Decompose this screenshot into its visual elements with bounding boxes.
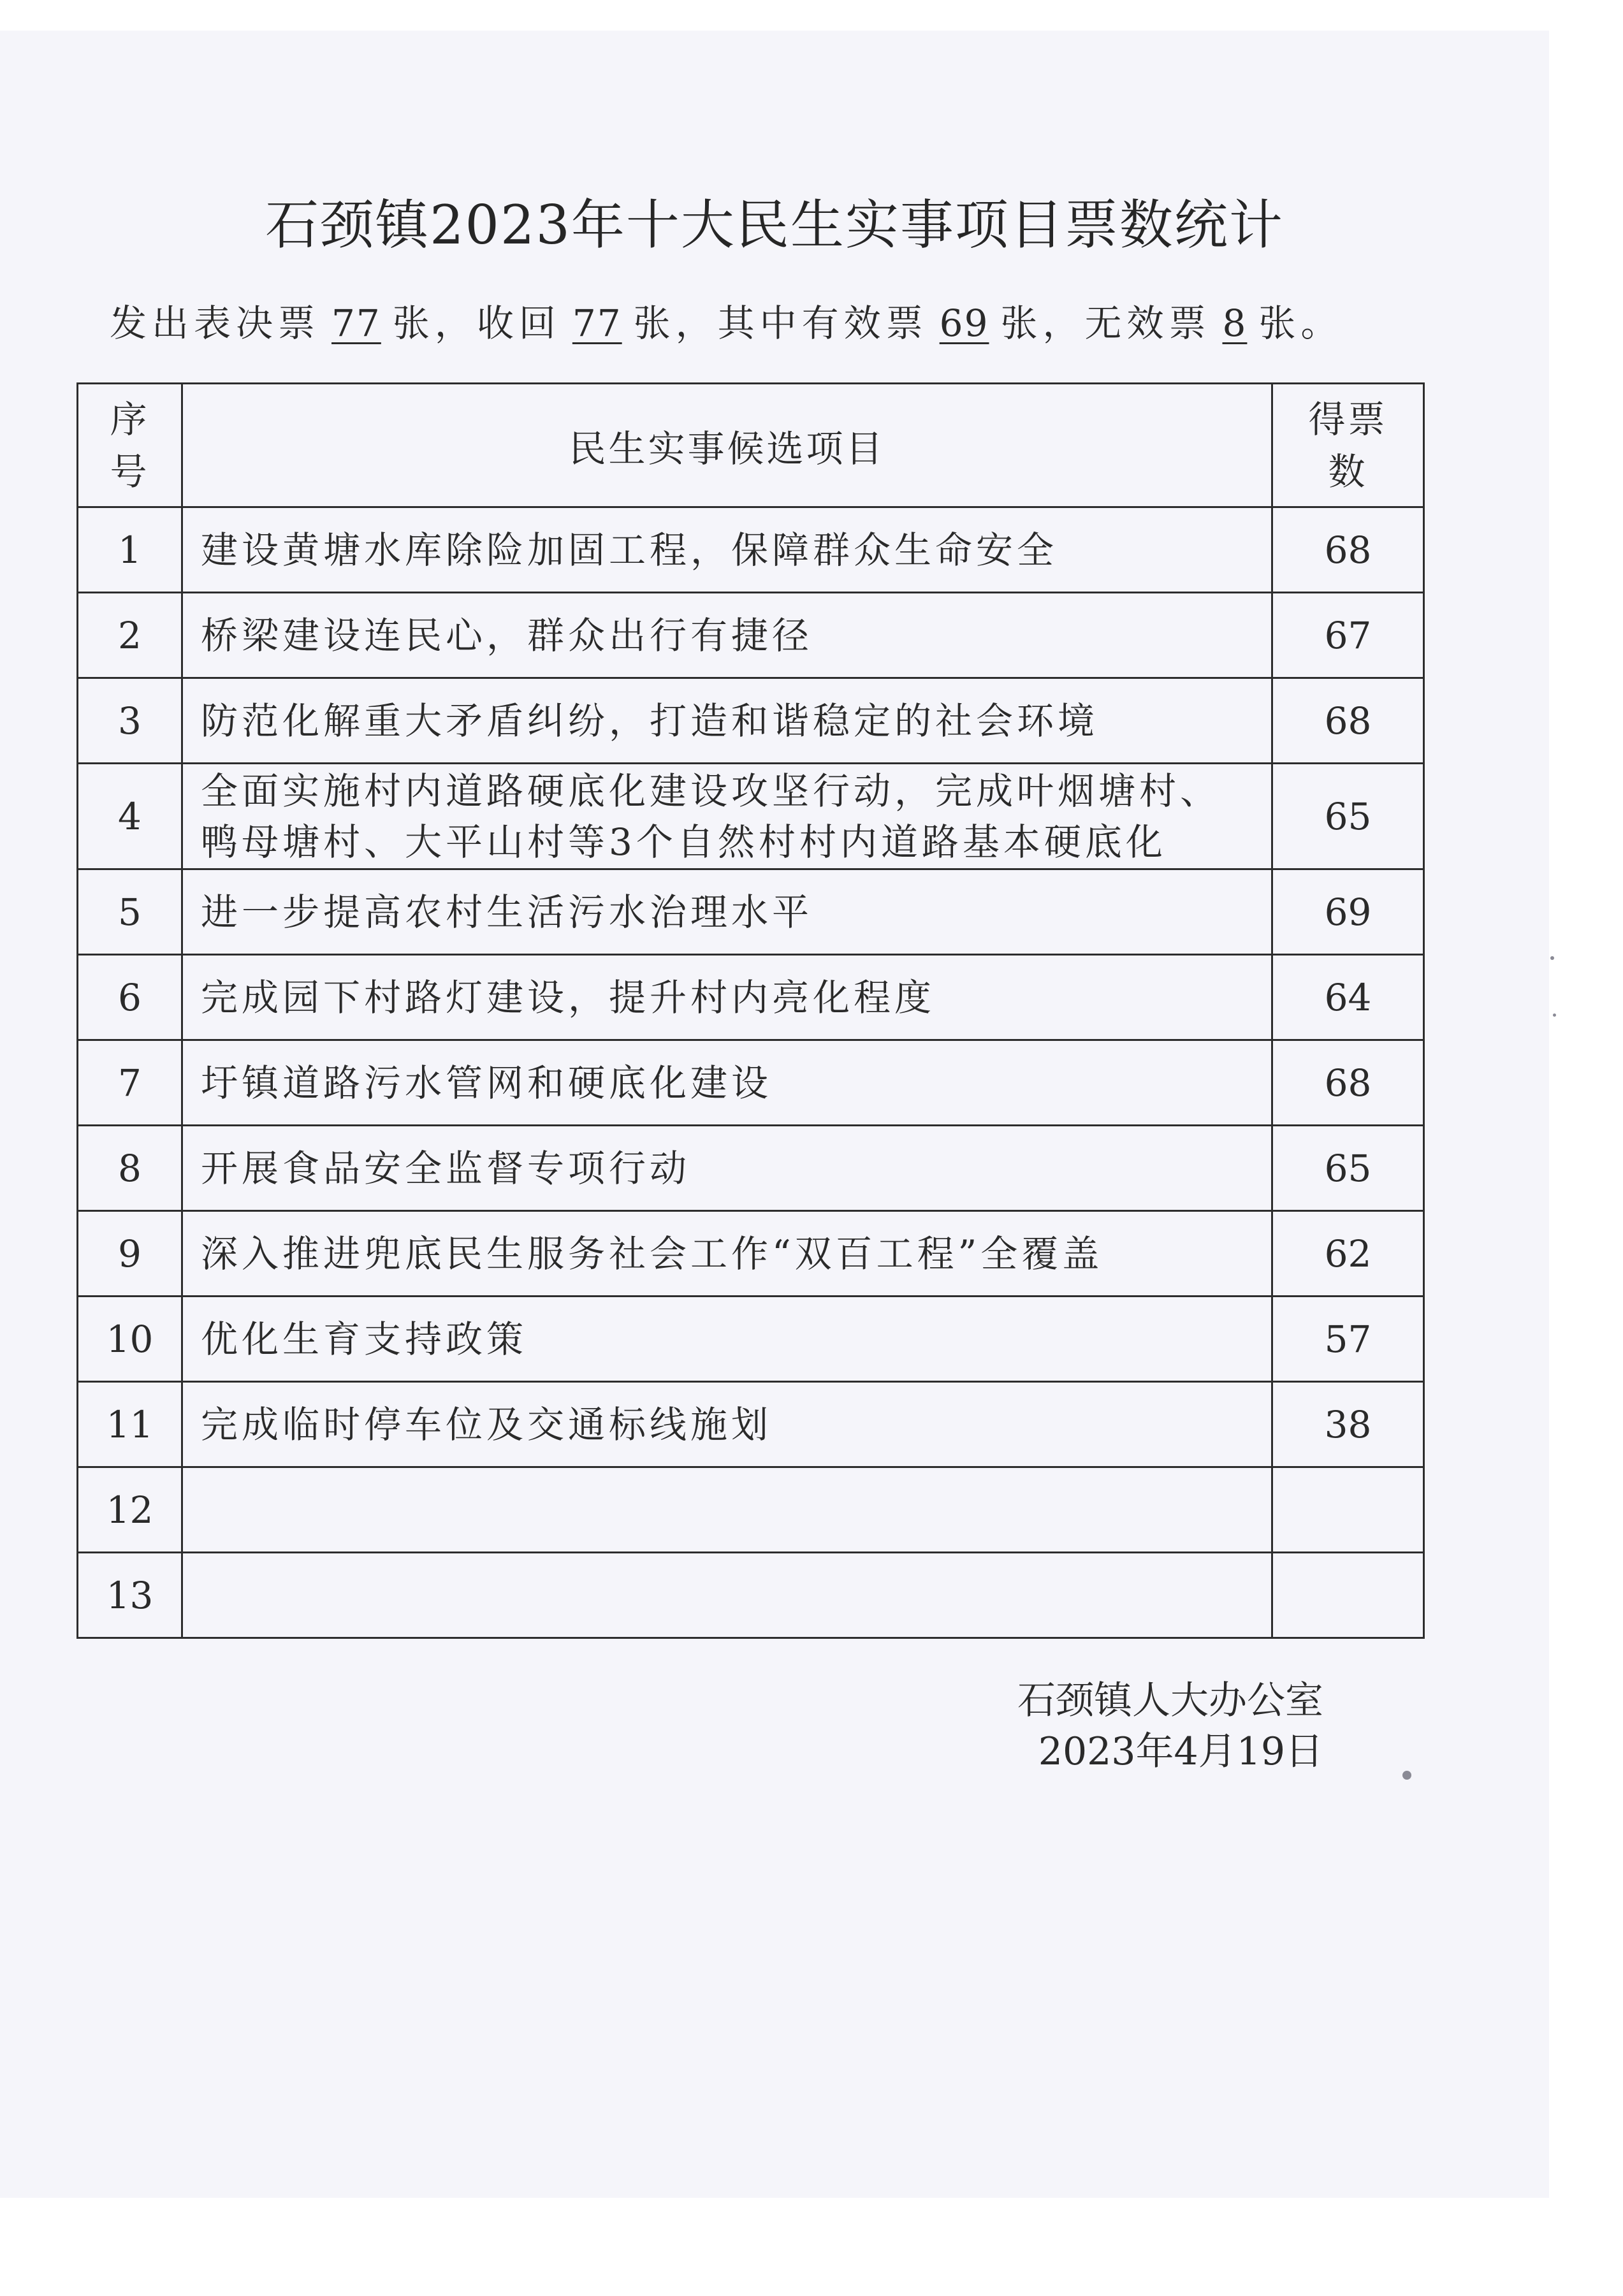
- row-no: 7: [78, 1040, 182, 1126]
- row-no: 4: [78, 764, 182, 869]
- row-item: [182, 1467, 1272, 1553]
- row-votes: 65: [1272, 764, 1424, 869]
- row-votes: [1272, 1467, 1424, 1553]
- table-row: [78, 1467, 1424, 1553]
- header-no: [78, 384, 182, 507]
- returned-label: 张，收回: [392, 302, 561, 345]
- row-no: 13: [78, 1553, 182, 1638]
- ballot-summary: [110, 293, 1343, 347]
- table-row: [78, 1211, 1424, 1297]
- invalid-label: 张，无效票: [1000, 302, 1211, 345]
- table-row: [78, 764, 1424, 869]
- document-sheet: [0, 31, 1549, 2198]
- valid-count: 69: [939, 302, 989, 345]
- valid-label: 张，其中有效票: [633, 302, 928, 345]
- row-item: [182, 764, 1272, 869]
- row-no: 12: [78, 1467, 182, 1553]
- table-row: [78, 507, 1424, 593]
- row-votes: 68: [1272, 1040, 1424, 1126]
- table-row: [78, 593, 1424, 678]
- row-no: 6: [78, 955, 182, 1040]
- signature-date: 2023年4月19日: [1038, 1729, 1323, 1774]
- row-no: 5: [78, 869, 182, 955]
- table-row: [78, 1382, 1424, 1467]
- header-no-line2: 号: [110, 449, 150, 493]
- row-votes: 67: [1272, 593, 1424, 678]
- row-item: 进一步提高农村生活污水治理水平: [182, 869, 1272, 955]
- table-row: [78, 1126, 1424, 1211]
- row-item: 完成园下村路灯建设，提升村内亮化程度: [182, 955, 1272, 1040]
- row-item: 优化生育支持政策: [182, 1297, 1272, 1382]
- table-row: [78, 1553, 1424, 1638]
- document-title: 石颈镇2023年十大民生实事项目票数统计: [265, 194, 1284, 256]
- table-row: [78, 955, 1424, 1040]
- summary-end: 张。: [1258, 302, 1343, 345]
- table-row: [78, 1040, 1424, 1126]
- row-votes: 65: [1272, 1126, 1424, 1211]
- votes-table: [76, 382, 1425, 1639]
- header-no-line1: 序: [110, 397, 150, 441]
- header-votes-line1: 得票: [1308, 397, 1388, 441]
- invalid-count: 8: [1222, 302, 1248, 345]
- issued-count: 77: [331, 302, 381, 345]
- scan-speck: [1402, 1771, 1411, 1780]
- row-item: 深入推进兜底民生服务社会工作“双百工程”全覆盖: [182, 1211, 1272, 1297]
- row-item-line2: 鸭母塘村、大平山村等3个自然村村内道路基本硬底化: [201, 820, 1167, 864]
- row-votes: 69: [1272, 869, 1424, 955]
- row-no: 8: [78, 1126, 182, 1211]
- row-votes: 68: [1272, 678, 1424, 764]
- issued-label: 发出表决票: [110, 302, 321, 345]
- row-votes: [1272, 1553, 1424, 1638]
- row-no: 9: [78, 1211, 182, 1297]
- row-item: 建设黄塘水库除险加固工程，保障群众生命安全: [182, 507, 1272, 593]
- row-no: 10: [78, 1297, 182, 1382]
- signature-office: 石颈镇人大办公室: [1017, 1678, 1323, 1723]
- row-item: 圩镇道路污水管网和硬底化建设: [182, 1040, 1272, 1126]
- row-votes: 38: [1272, 1382, 1424, 1467]
- row-votes: 57: [1272, 1297, 1424, 1382]
- row-votes: 68: [1272, 507, 1424, 593]
- row-no: 3: [78, 678, 182, 764]
- row-item: 完成临时停车位及交通标线施划: [182, 1382, 1272, 1467]
- returned-count: 77: [572, 302, 622, 345]
- scan-speck: [1550, 956, 1554, 960]
- table-row: [78, 1297, 1424, 1382]
- row-item: [182, 1553, 1272, 1638]
- row-no: 11: [78, 1382, 182, 1467]
- row-item: 桥梁建设连民心，群众出行有捷径: [182, 593, 1272, 678]
- row-item: 开展食品安全监督专项行动: [182, 1126, 1272, 1211]
- row-votes: 62: [1272, 1211, 1424, 1297]
- table-row: [78, 678, 1424, 764]
- signature-block: [1017, 1675, 1323, 1777]
- row-item: 防范化解重大矛盾纠纷，打造和谐稳定的社会环境: [182, 678, 1272, 764]
- row-votes: 64: [1272, 955, 1424, 1040]
- row-no: 2: [78, 593, 182, 678]
- table-row: [78, 869, 1424, 955]
- row-no: 1: [78, 507, 182, 593]
- table-header-row: [78, 384, 1424, 507]
- header-votes-line2: 数: [1328, 449, 1368, 493]
- scan-speck: [1553, 1014, 1556, 1017]
- row-item-line1: 全面实施村内道路硬底化建设攻坚行动，完成叶烟塘村、: [201, 769, 1221, 813]
- header-votes: [1272, 384, 1424, 507]
- header-item: 民生实事候选项目: [182, 384, 1272, 507]
